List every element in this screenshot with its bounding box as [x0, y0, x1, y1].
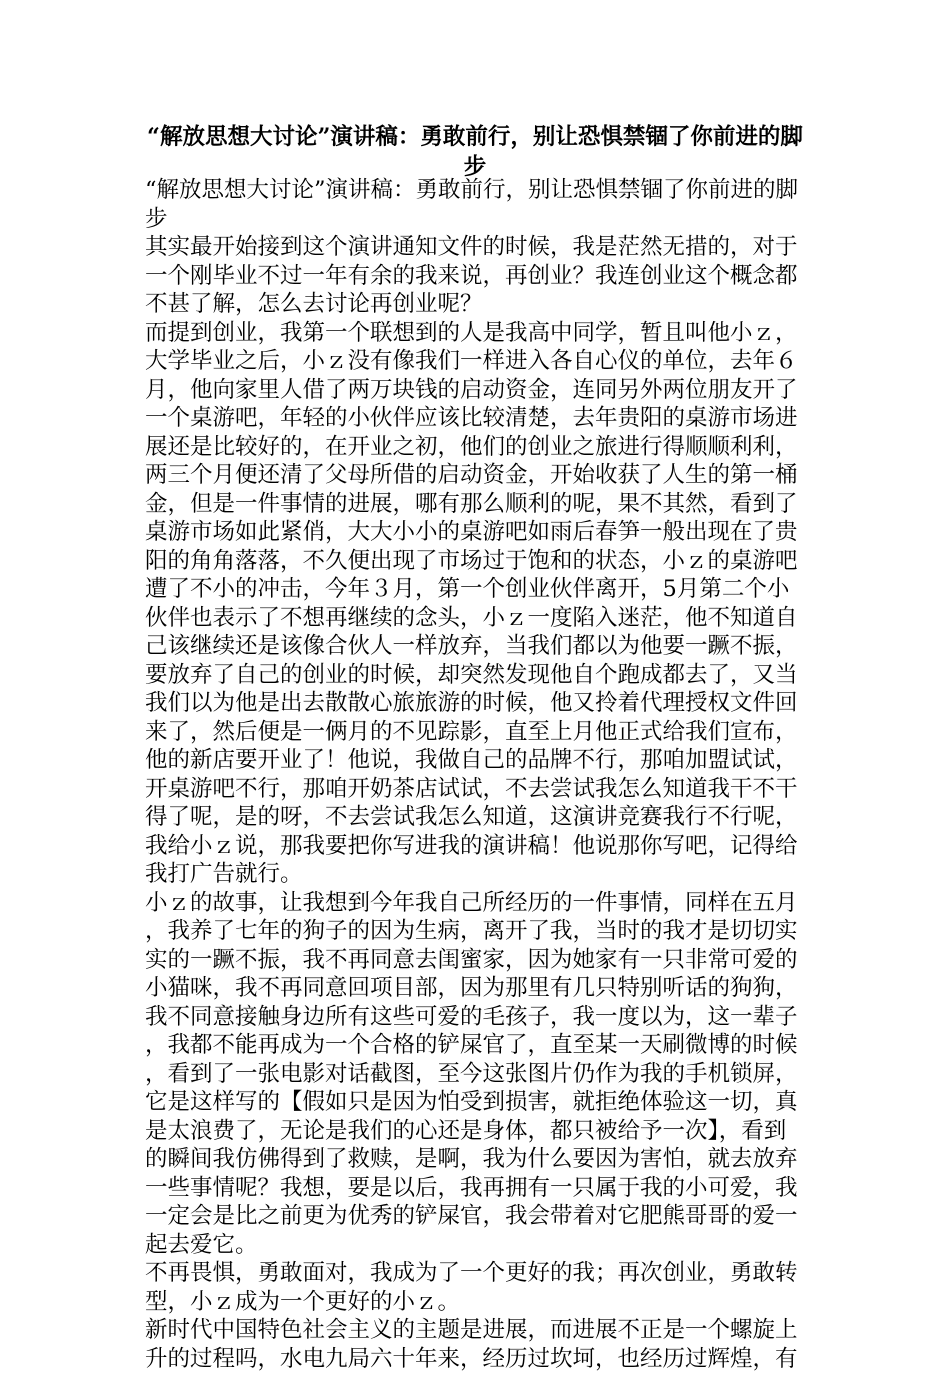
- paragraph-story-dog: 小ｚ的故事，让我想到今年我自己所经历的一件事情，同样在五月，我养了七年的狗子的因为生病，离开了我，当时的我才是切切实实的一蹶不振，我不再同意去闺蜜家，因为她家有一只非常可爱的小猫咪，我不再同意回项目部，因为那里有几只特别听话的狗狗，我不同意接触身边所有这些可爱的毛孩子，我一度以为，这一辈子，我都不能再成为一个合格的铲屎官了，直至某一天刷微博的时候，看到了一张电影对话截图，至今这张图片仍作为我的手机锁屏，它是这样写的【假如只是因为怕受到损害，就拒绝体验这一切，真是太浪费了，无论是我们的心还是身体，都只被给予一次】，看到的瞬间我仿佛得到了救赎，是啊，我为什么要因为害怕，就去放弃一些事情呢？我想，要是以后，我再拥有一只属于我的小可爱，我一定会是比之前更为优秀的铲屎官，我会带着对它肥熊哥哥的爱一起去爱它。: [145, 889, 798, 1258]
- document-title: “解放思想大讨论”演讲稿：勇敢前行，别让恐惧禁锢了你前进的脚步: [147, 124, 803, 180]
- paragraph-subtitle: “解放思想大讨论”演讲稿：勇敢前行，别让恐惧禁锢了你前进的脚步: [145, 177, 799, 232]
- document-body: [145, 176, 807, 1373]
- paragraph-summary: 不再畏惧，勇敢面对，我成为了一个更好的我；再次创业，勇敢转型，小ｚ成为一个更好的小ｚ。: [145, 1260, 798, 1315]
- paragraph-story-z: 而提到创业，我第一个联想到的人是我高中同学，暂且叫他小ｚ，大学毕业之后，小ｚ没有像我们一样进入各自心仪的单位，去年６月，他向家里人借了两万块钱的启动资金，连同另外两位朋友开了一个桌游吧，年轻的小伙伴应该比较清楚，去年贵阳的桌游市场进展还是比较好的，在开业之初，他们的创业之旅进行得顺顺利利，两三个月便还清了父母所借的启动资金，开始收获了人生的第一桶金，但是一件事情的进展，哪有那么顺利的呢，果不其然，看到了桌游市场如此紧俏，大大小小的桌游吧如雨后春笋一般出现在了贵阳的角角落落，不久便出现了市场过于饱和的状态，小ｚ的桌游吧遭了不小的冲击，今年３月，第一个创业伙伴离开，5月第二个小伙伴也表示了不想再继续的念头，小ｚ一度陷入迷茫，他不知道自己该继续还是该像合伙人一样放弃，当我们都以为他要一蹶不振，要放弃了自己的创业的时候，却突然发现他自个跑成都去了，又当我们以为他是出去散散心旅旅游的时候，他又拎着代理授权文件回来了，然后便是一俩月的不见踪影，直至上月他正式给我们宣布，他的新店要开业了！他说，我做自己的品牌不行，那咱加盟试试，开桌游吧不行，那咱开奶茶店试试，不去尝试我怎么知道我干不干得了呢，是的呀，不去尝试我怎么知道，这演讲竞赛我行不行呢，我给小ｚ说，那我要把你写进我的演讲稿！他说那你写吧，记得给我打广告就行。: [145, 319, 798, 887]
- paragraph-intro: 其实最开始接到这个演讲通知文件的时候，我是茫然无措的，对于一个刚毕业不过一年有余的我来说，再创业？我连创业这个概念都不甚了解，怎么去讨论再创业呢？: [145, 234, 798, 317]
- paragraph-new-era: 新时代中国特色社会主义的主题是进展，而进展不正是一个螺旋上升的过程吗，水电九局六十年来，经历过坎坷，也经历过辉煌，有: [145, 1317, 798, 1372]
